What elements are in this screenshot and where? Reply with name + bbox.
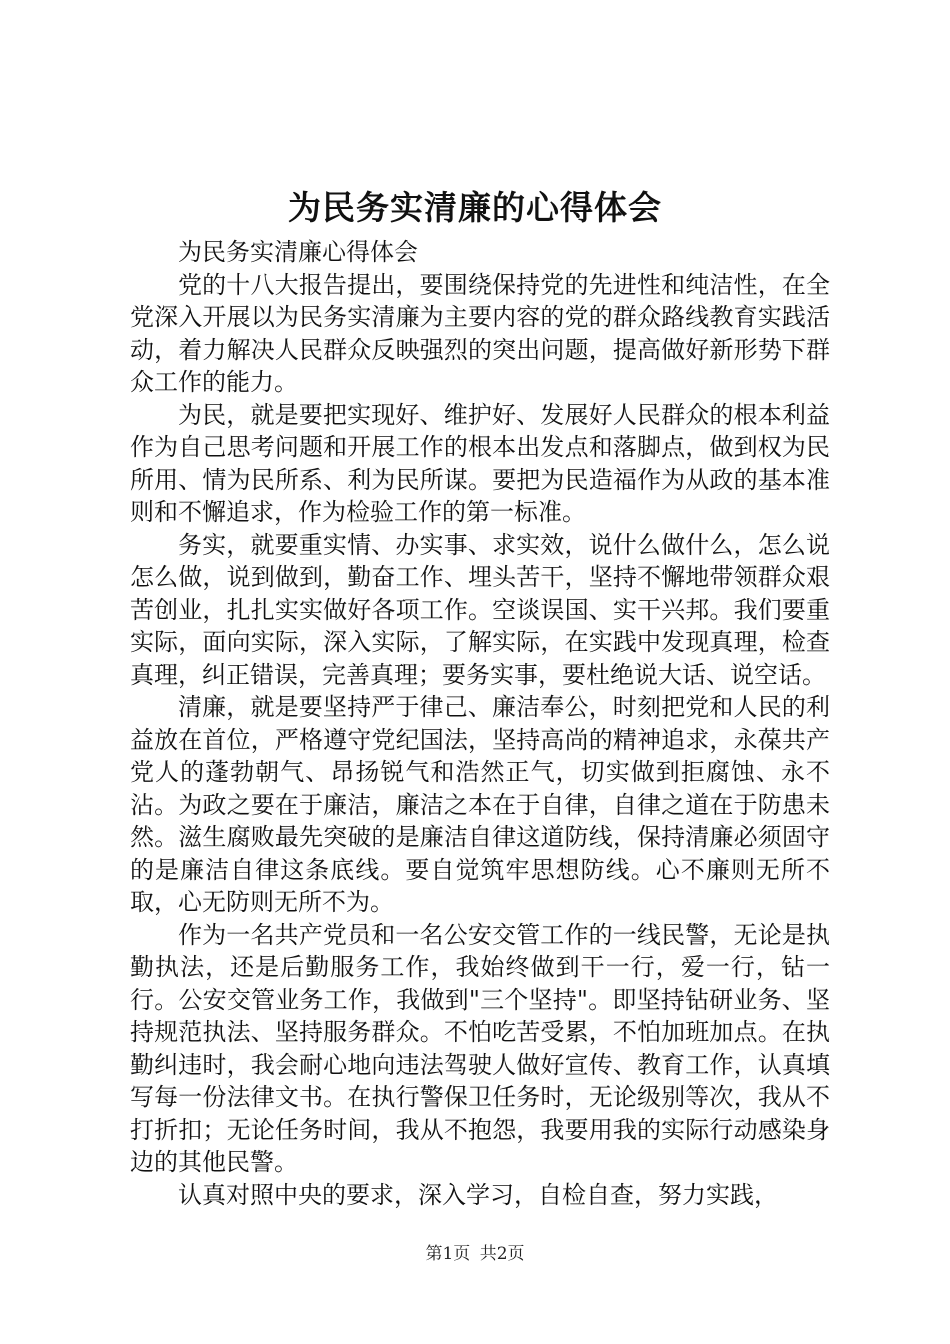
paragraph-integrity: 清廉，就是要坚持严于律己、廉洁奉公，时刻把党和人民的利益放在首位，严格遵守党纪国法，坚持高尚的精神追求，永葆共产党人的蓬勃朝气、昂扬锐气和浩然正气，切实做到拒腐蚀、永不沾。为政之要在于廉洁，廉洁之本在于自律，自律之道在于防患未然。滋生腐败最先突破的是廉洁自律这道防线，保持清廉必须固守的是廉洁自律这条底线。要自觉筑牢思想防线。心不廉则无所不取，心无防则无所不为。 bbox=[130, 693, 830, 916]
paragraph-closing: 认真对照中央的要求，深入学习，自检自查，努力实践， bbox=[178, 1180, 778, 1209]
paragraph-pragmatic: 务实，就要重实情、办实事、求实效，说什么做什么，怎么说怎么做，说到做到，勤奋工作、埋头苦干，坚持不懈地带领群众艰苦创业，扎扎实实做好各项工作。空谈误国、实干兴邦。我们要重实际，面向实际，深入实际，了解实际，在实践中发现真理，检查真理，纠正错误，完善真理；要务实事，要杜绝说大话、说空话。 bbox=[130, 530, 830, 689]
page-title: 为民务实清廉的心得体会 bbox=[288, 188, 662, 227]
page-footer bbox=[0, 1243, 950, 1265]
page-number-current: 第1页 bbox=[425, 1244, 471, 1264]
page-number-total: 共2页 bbox=[479, 1244, 525, 1264]
paragraph-subtitle: 为民务实清廉心得体会 bbox=[178, 238, 418, 266]
paragraph-police-work: 作为一名共产党员和一名公安交管工作的一线民警，无论是执勤执法，还是后勤服务工作，我始终做到干一行，爱一行，钻一行。公安交管业务工作，我做到"三个坚持"。即坚持钻研业务、坚持规范执法、坚持服务群众。不怕吃苦受累，不怕加班加点。在执勤纠违时，我会耐心地向违法驾驶人做好宣传、教育工作，认真填写每一份法律文书。在执行警保卫任务时，无论级别等次，我从不打折扣；无论任务时间，我从不抱怨，我要用我的实际行动感染身边的其他民警。 bbox=[130, 920, 830, 1176]
paragraph-intro: 党的十八大报告提出，要围绕保持党的先进性和纯洁性，在全党深入开展以为民务实清廉为主要内容的党的群众路线教育实践活动，着力解决人民群众反映强烈的突出问题，提高做好新形势下群众工作的能力。 bbox=[130, 270, 830, 396]
paragraph-for-people: 为民，就是要把实现好、维护好、发展好人民群众的根本利益作为自己思考问题和开展工作的根本出发点和落脚点，做到权为民所用、情为民所系、利为民所谋。要把为民造福作为从政的基本准则和不懈追求，作为检验工作的第一标准。 bbox=[130, 400, 830, 526]
document-body bbox=[130, 236, 830, 1211]
